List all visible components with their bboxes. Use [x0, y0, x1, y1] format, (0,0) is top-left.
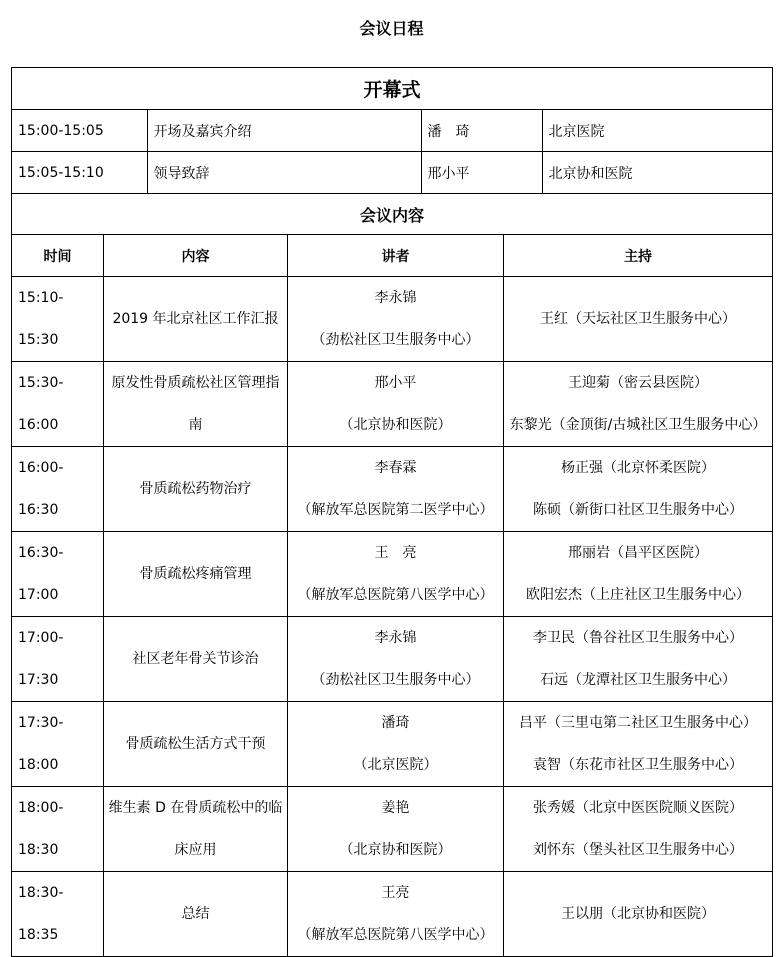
row-content-line: 社区老年骨关节诊治 — [132, 651, 259, 667]
row-speaker-line: 李永锦 — [374, 290, 417, 306]
row-content-line: 床应用 — [174, 842, 217, 858]
row-host-line: 袁智（东花市社区卫生服务中心） — [533, 757, 743, 773]
schedule-row — [12, 447, 773, 532]
opening-row — [12, 110, 773, 152]
opening-row — [12, 152, 773, 194]
agenda-table — [11, 67, 773, 957]
row-content — [104, 702, 288, 787]
row-content — [104, 872, 288, 957]
row-host-line: 石远（龙潭社区卫生服务中心） — [540, 672, 736, 688]
schedule-row — [12, 532, 773, 617]
row-host-line: 欧阳宏杰（上庄社区卫生服务中心） — [526, 587, 750, 603]
row-speaker-line: 姜艳 — [381, 800, 410, 816]
schedule-row — [12, 362, 773, 447]
row-speaker-line: （北京协和医院） — [339, 417, 452, 433]
row-content — [104, 277, 288, 362]
row-speaker — [288, 362, 504, 447]
row-host-line: 刘怀东（堡头社区卫生服务中心） — [533, 842, 743, 858]
row-time: 16:00-16:30 — [12, 447, 104, 532]
column-header: 主持 — [504, 235, 773, 277]
row-content — [104, 447, 288, 532]
row-content-line: 骨质疏松生活方式干预 — [125, 736, 266, 752]
schedule-row — [12, 277, 773, 362]
opening-row-cell — [12, 152, 773, 194]
row-host — [504, 277, 773, 362]
column-header: 内容 — [104, 235, 288, 277]
row-host-line: 王迎菊（密云县医院） — [568, 375, 708, 391]
row-content-line: 南 — [188, 417, 203, 433]
row-speaker — [288, 617, 504, 702]
row-time: 17:00-17:30 — [12, 617, 104, 702]
row-speaker — [288, 787, 504, 872]
row-host-line: 王以朋（北京协和医院） — [561, 906, 715, 922]
row-time: 17:30-18:00 — [12, 702, 104, 787]
row-host — [504, 872, 773, 957]
row-speaker-line: 李永锦 — [374, 630, 417, 646]
row-content — [104, 617, 288, 702]
row-time: 18:30-18:35 — [12, 872, 104, 957]
row-time: 15:30-16:00 — [12, 362, 104, 447]
row-speaker-line: （解放军总医院第八医学中心） — [297, 587, 494, 603]
row-speaker-line: （解放军总医院第八医学中心） — [297, 927, 494, 943]
row-speaker — [288, 532, 504, 617]
row-host-line: 吕平（三里屯第二社区卫生服务中心） — [519, 715, 757, 731]
row-content-line: 骨质疏松药物治疗 — [139, 481, 252, 497]
schedule-row — [12, 787, 773, 872]
row-speaker-line: （北京医院） — [353, 757, 438, 773]
row-host — [504, 447, 773, 532]
row-host — [504, 787, 773, 872]
row-content — [104, 532, 288, 617]
row-content-line: 总结 — [181, 906, 210, 922]
row-speaker-line: 邢小平 — [374, 375, 417, 391]
row-content-line: 原发性骨质疏松社区管理指 — [111, 375, 280, 391]
column-header: 时间 — [12, 235, 104, 277]
opening-org: 北京医院 — [548, 123, 605, 140]
row-host — [504, 362, 773, 447]
row-host-line: 邢丽岩（昌平区医院） — [568, 545, 708, 561]
row-content-line: 2019 年北京社区工作汇报 — [112, 311, 279, 327]
row-host-line: 李卫民（鲁谷社区卫生服务中心） — [533, 630, 743, 646]
row-host-line: 陈硕（新街口社区卫生服务中心） — [533, 502, 743, 518]
opening-org: 北京协和医院 — [548, 165, 633, 182]
schedule-row — [12, 702, 773, 787]
row-content-line: 维生素 D 在骨质疏松中的临 — [108, 800, 283, 816]
page-title: 会议日程 — [359, 19, 424, 38]
row-time: 15:10-15:30 — [12, 277, 104, 362]
row-content — [104, 362, 288, 447]
opening-content: 领导致辞 — [147, 152, 421, 193]
opening-time: 15:05-15:10 — [12, 152, 147, 193]
row-speaker-line: 潘琦 — [381, 715, 410, 731]
column-header: 讲者 — [288, 235, 504, 277]
opening-row-table — [12, 152, 772, 193]
row-speaker-line: （劲松社区卫生服务中心） — [311, 672, 480, 688]
row-host-line: 杨正强（北京怀柔医院） — [561, 460, 715, 476]
schedule-row — [12, 617, 773, 702]
row-speaker-line: （劲松社区卫生服务中心） — [311, 332, 480, 348]
session-section-title: 会议内容 — [12, 194, 773, 235]
row-speaker — [288, 702, 504, 787]
row-speaker-line: 李春霖 — [374, 460, 417, 476]
row-host-line: 东黎光（金顶街/古城社区卫生服务中心） — [509, 417, 767, 433]
opening-section-title: 开幕式 — [12, 68, 773, 110]
opening-row-table — [12, 110, 772, 151]
opening-row-cell — [12, 110, 773, 152]
row-host — [504, 532, 773, 617]
row-content — [104, 787, 288, 872]
opening-person: 邢小平 — [421, 152, 542, 193]
row-time: 18:00-18:30 — [12, 787, 104, 872]
row-content-line: 骨质疏松疼痛管理 — [139, 566, 252, 582]
opening-time: 15:00-15:05 — [12, 110, 147, 151]
row-time: 16:30-17:00 — [12, 532, 104, 617]
schedule-row — [12, 872, 773, 957]
row-host — [504, 702, 773, 787]
opening-person: 潘 琦 — [421, 110, 542, 151]
row-speaker — [288, 447, 504, 532]
row-speaker-line: 王 亮 — [374, 545, 417, 561]
row-speaker — [288, 277, 504, 362]
row-host-line: 张秀媛（北京中医医院顺义医院） — [533, 800, 743, 816]
column-header-row — [12, 235, 773, 277]
opening-content: 开场及嘉宾介绍 — [147, 110, 421, 151]
row-host-line: 王红（天坛社区卫生服务中心） — [540, 311, 736, 327]
row-speaker — [288, 872, 504, 957]
row-speaker-line: （解放军总医院第二医学中心） — [297, 502, 494, 518]
row-host — [504, 617, 773, 702]
row-speaker-line: （北京协和医院） — [339, 842, 452, 858]
row-speaker-line: 王亮 — [381, 885, 410, 901]
